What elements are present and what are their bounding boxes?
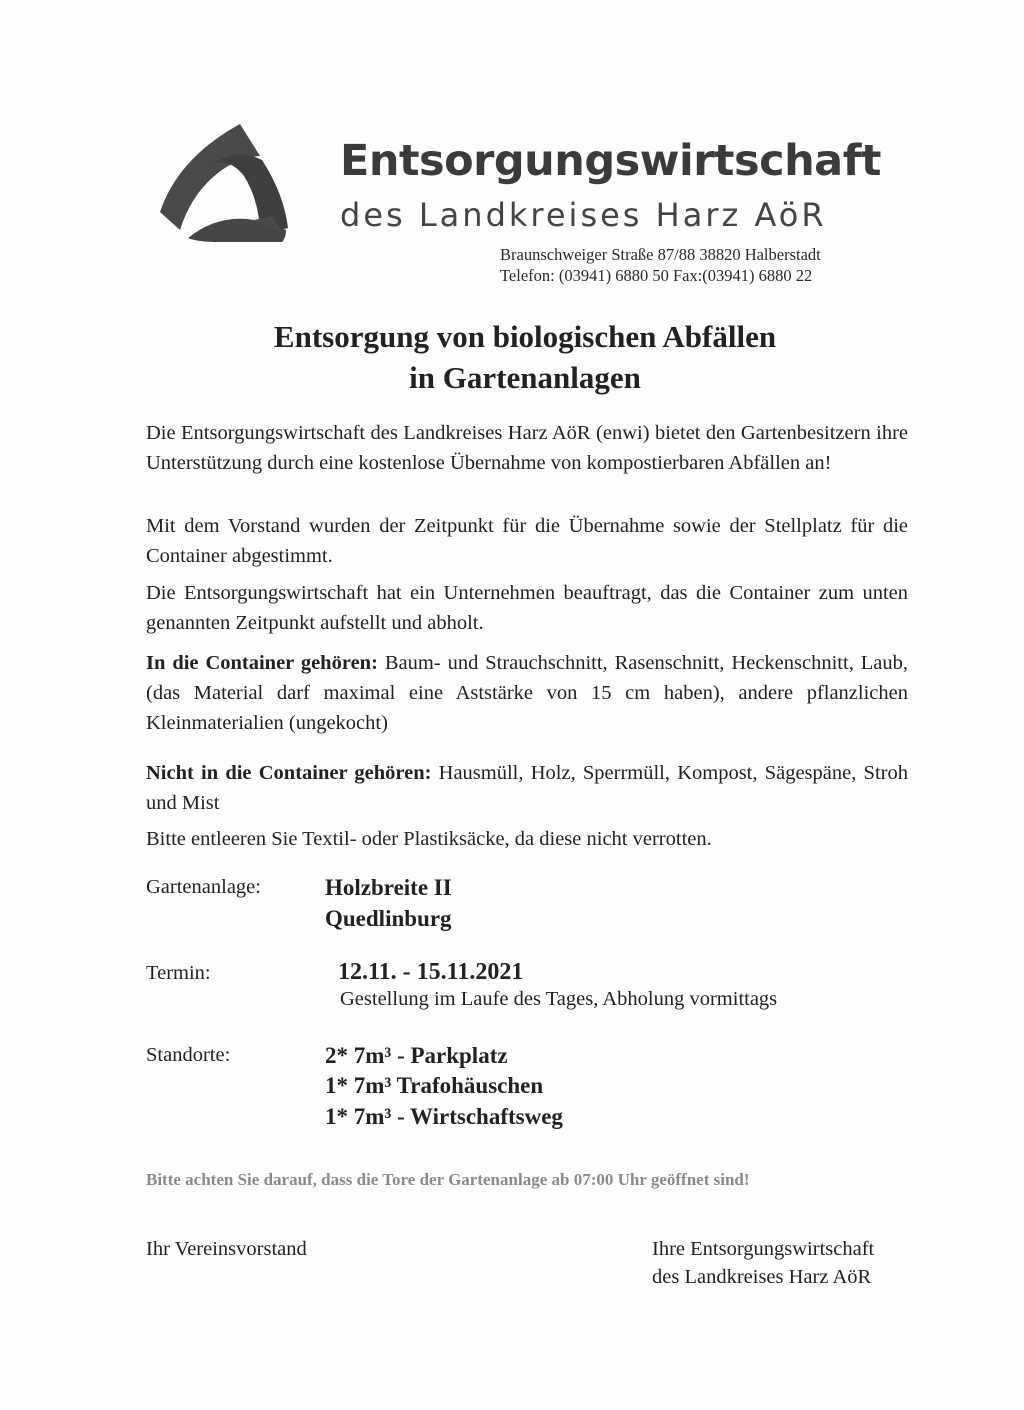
allowed-waste-label: In die Container gehören: [146, 652, 378, 674]
title-line-2: in Gartenanlagen [409, 360, 641, 395]
address-line: Braunschweiger Straße 87/88 38820 Halberstadt [500, 245, 821, 264]
date-value: 12.11. - 15.11.2021 [338, 959, 524, 985]
signature-right [652, 1235, 874, 1291]
phone-fax-line: Telefon: (03941) 6880 50 Fax:(03941) 6880 22 [500, 266, 813, 285]
page-title [0, 316, 1024, 398]
garden-city: Quedlinburg [325, 906, 452, 931]
date-label: Termin: [146, 962, 211, 984]
forbidden-waste-label: Nicht in die Container gehören: [146, 762, 432, 784]
organization-name: Entsorgungswirtschaft [340, 136, 881, 186]
location-item: 1* 7m³ Trafohäuschen [325, 1073, 544, 1098]
garden-label: Gartenanlage: [146, 876, 261, 898]
paragraph-contractor: Die Entsorgungswirtschaft hat ein Unternehmen beauftragt, das die Container zum unten genannten Zeitpunkt aufstellt und abholt. [146, 582, 908, 634]
allowed-waste-text: Baum- und Strauchschnitt, Rasenschnitt, Heckenschnitt, Laub, (das Material darf maximal eine Aststärke von 15 cm haben), andere pflanzlichen Kleinmaterialien (ungekocht) [146, 652, 908, 734]
title-line-1: Entsorgung von biologischen Abfällen [273, 319, 777, 354]
location-item: 1* 7m³ - Wirtschaftsweg [325, 1104, 563, 1129]
gate-opening-notice: Bitte achten Sie darauf, dass die Tore der Gartenanlage ab 07:00 Uhr geöffnet sind! [146, 1170, 750, 1189]
paragraph-bags-note: Bitte entleeren Sie Textil- oder Plastiksäcke, da diese nicht verrotten. [146, 828, 712, 850]
signature-left: Ihr Vereinsvorstand [146, 1238, 307, 1260]
contact-block [500, 244, 821, 286]
location-item: 2* 7m³ - Parkplatz [325, 1043, 508, 1068]
paragraph-forbidden-waste [146, 758, 908, 818]
organization-subtitle: des Landkreises Harz AöR [340, 196, 827, 234]
signature-right-line-2: des Landkreises Harz AöR [652, 1266, 872, 1288]
signature-right-line-1: Ihre Entsorgungswirtschaft [652, 1238, 875, 1260]
location-label: Standorte: [146, 1044, 231, 1066]
date-note: Gestellung im Laufe des Tages, Abholung vormittags [340, 988, 778, 1010]
triangle-arrows-recycling-logo [158, 118, 290, 242]
forbidden-waste-text: Hausmüll, Holz, Sperrmüll, Kompost, Sägespäne, Stroh und Mist [146, 762, 908, 814]
paragraph-intro: Die Entsorgungswirtschaft des Landkreises Harz AöR (enwi) bietet den Gartenbesitzern ihre Unterstützung durch eine kostenlose Übernahme von kompostierbaren Abfällen an! [146, 422, 908, 474]
paragraph-agreement: Mit dem Vorstand wurden der Zeitpunkt für die Übernahme sowie der Stellplatz für die Container abgestimmt. [146, 515, 908, 567]
paragraph-allowed-waste [146, 648, 908, 738]
garden-name: Holzbreite II [325, 875, 452, 900]
